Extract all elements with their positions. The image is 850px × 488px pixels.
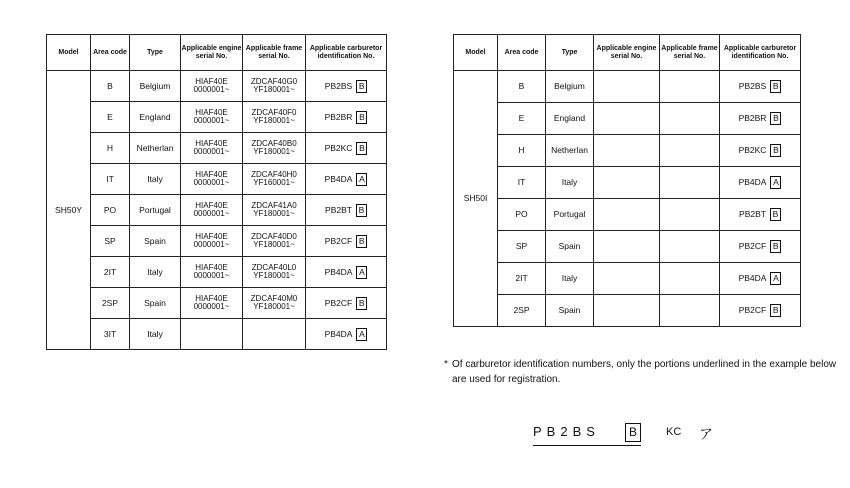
cell-area-code: IT — [498, 167, 546, 199]
cell-model: SH50I — [454, 71, 498, 327]
carburetor-box-letter: A — [770, 176, 781, 189]
registration-note — [444, 357, 844, 387]
cell-carburetor-id — [720, 71, 801, 103]
carburetor-box-letter: B — [356, 80, 367, 93]
table-row — [454, 103, 801, 135]
cell-area-code: H — [498, 135, 546, 167]
cell-carburetor-id — [720, 231, 801, 263]
cell-carburetor-id — [306, 319, 387, 350]
cell-frame-serial — [243, 319, 306, 350]
cell-type: Netherlan — [130, 133, 181, 164]
carburetor-box-letter: B — [770, 208, 781, 221]
cell-carburetor-id — [306, 71, 387, 102]
cell-type: Belgium — [130, 71, 181, 102]
carburetor-code: PB4DA — [324, 328, 353, 339]
note-text: Of carburetor identification numbers, only the portions underlined in the example below are used for registration. — [452, 359, 837, 385]
cell-frame-serial: ZDCAF40L0 YF180001~ — [243, 257, 306, 288]
cell-type: England — [546, 103, 594, 135]
table-row — [47, 226, 387, 257]
header-carburetor-id: Applicable carburetor identification No. — [720, 35, 801, 71]
cell-carburetor-id — [720, 167, 801, 199]
cell-type: Netherlan — [546, 135, 594, 167]
cell-model: SH50Y — [47, 71, 91, 350]
cell-area-code: PO — [498, 199, 546, 231]
cell-frame-serial — [660, 135, 720, 167]
cell-frame-serial — [660, 167, 720, 199]
table-row — [47, 71, 387, 102]
cell-type: Spain — [130, 226, 181, 257]
cell-type: Portugal — [130, 195, 181, 226]
header-frame-serial: Applicable frame serial No. — [660, 35, 720, 71]
cell-area-code: B — [91, 71, 130, 102]
carburetor-code: PB2KC — [738, 145, 767, 155]
carburetor-box-letter: B — [356, 204, 367, 217]
cell-carburetor-id — [720, 103, 801, 135]
table-row — [454, 263, 801, 295]
cell-frame-serial — [660, 103, 720, 135]
cell-frame-serial — [660, 71, 720, 103]
table-row — [47, 133, 387, 164]
carburetor-box-letter: B — [356, 111, 367, 124]
cell-area-code: 2IT — [91, 257, 130, 288]
carburetor-code: PB2CF — [324, 297, 353, 308]
table-row — [47, 195, 387, 226]
header-type: Type — [130, 35, 181, 71]
carburetor-code: PB4DA — [738, 177, 767, 187]
carburetor-code: PB2BR — [738, 113, 767, 123]
carburetor-code: PB2BT — [325, 204, 352, 215]
header-frame-serial: Applicable frame serial No. — [243, 35, 306, 71]
cell-carburetor-id — [720, 295, 801, 327]
header-model: Model — [47, 35, 91, 71]
table-header-row — [47, 35, 387, 71]
cell-engine-serial — [181, 319, 243, 350]
cell-area-code: SP — [498, 231, 546, 263]
header-model: Model — [454, 35, 498, 71]
cell-engine-serial — [594, 199, 660, 231]
carburetor-box-letter: B — [356, 235, 367, 248]
cell-carburetor-id — [720, 135, 801, 167]
cell-engine-serial — [594, 135, 660, 167]
carburetor-code: PB2BS — [738, 81, 767, 91]
table-row — [454, 71, 801, 103]
carburetor-code: PB2CF — [738, 305, 767, 315]
cell-carburetor-id — [306, 226, 387, 257]
cell-type: Italy — [130, 164, 181, 195]
carburetor-code: PB4DA — [324, 173, 353, 184]
table-row — [47, 257, 387, 288]
table-row — [454, 295, 801, 327]
carburetor-box-letter: B — [770, 112, 781, 125]
cell-type: Italy — [130, 257, 181, 288]
table-row — [454, 167, 801, 199]
carburetor-box-letter: B — [356, 297, 367, 310]
cell-frame-serial: ZDCAF40D0 YF180001~ — [243, 226, 306, 257]
cell-carburetor-id — [306, 195, 387, 226]
cell-area-code: 3IT — [91, 319, 130, 350]
carburetor-box-letter: A — [770, 272, 781, 285]
table-header-row — [454, 35, 801, 71]
table-row — [47, 319, 387, 350]
cell-frame-serial — [660, 231, 720, 263]
carburetor-code: PB2CF — [738, 241, 767, 251]
cell-frame-serial: ZDCAF40G0 YF180001~ — [243, 71, 306, 102]
table-row — [454, 199, 801, 231]
table-row — [47, 288, 387, 319]
cell-engine-serial — [594, 71, 660, 103]
cell-engine-serial: HIAF40E 0000001~ — [181, 288, 243, 319]
header-engine-serial: Applicable engine serial No. — [594, 35, 660, 71]
carburetor-box-letter: B — [770, 240, 781, 253]
header-carburetor-id: Applicable carburetor identification No. — [306, 35, 387, 71]
example-underline — [533, 445, 641, 446]
cell-engine-serial: HIAF40E 0000001~ — [181, 71, 243, 102]
carburetor-code: PB2CF — [324, 235, 353, 246]
carburetor-box-letter: B — [356, 142, 367, 155]
cell-frame-serial — [660, 263, 720, 295]
cell-frame-serial: ZDCAF40H0 YF160001~ — [243, 164, 306, 195]
cell-frame-serial: ZDCAF41A0 YF180001~ — [243, 195, 306, 226]
example-boxed-letter: B — [625, 423, 641, 442]
cell-type: England — [130, 102, 181, 133]
cell-area-code: 2IT — [498, 263, 546, 295]
carburetor-table-sh50i — [453, 34, 801, 327]
cell-frame-serial: ZDCAF40M0 YF180001~ — [243, 288, 306, 319]
cell-type: Belgium — [546, 71, 594, 103]
example-code: PB2BS — [533, 424, 600, 439]
cell-area-code: E — [498, 103, 546, 135]
cell-carburetor-id — [306, 102, 387, 133]
cell-engine-serial: HIAF40E 0000001~ — [181, 133, 243, 164]
cell-carburetor-id — [720, 263, 801, 295]
cell-engine-serial — [594, 295, 660, 327]
cell-engine-serial: HIAF40E 0000001~ — [181, 226, 243, 257]
cell-engine-serial — [594, 231, 660, 263]
cell-type: Spain — [546, 231, 594, 263]
cell-type: Portugal — [546, 199, 594, 231]
cell-carburetor-id — [306, 257, 387, 288]
table-row — [47, 164, 387, 195]
carburetor-box-letter: B — [770, 80, 781, 93]
carburetor-table-sh50y — [46, 34, 387, 350]
table-row — [454, 135, 801, 167]
carburetor-code: PB2BS — [324, 80, 353, 91]
cell-carburetor-id — [306, 164, 387, 195]
cell-area-code: 2SP — [498, 295, 546, 327]
table-row — [454, 231, 801, 263]
cell-type: Spain — [130, 288, 181, 319]
cell-engine-serial: HIAF40E 0000001~ — [181, 164, 243, 195]
header-engine-serial: Applicable engine serial No. — [181, 35, 243, 71]
cell-frame-serial — [660, 295, 720, 327]
carburetor-code: PB2BT — [739, 209, 766, 219]
cell-frame-serial — [660, 199, 720, 231]
cell-engine-serial: HIAF40E 0000001~ — [181, 102, 243, 133]
cell-type: Italy — [546, 263, 594, 295]
cell-area-code: B — [498, 71, 546, 103]
carburetor-box-letter: B — [770, 144, 781, 157]
cell-engine-serial: HIAF40E 0000001~ — [181, 195, 243, 226]
cell-area-code: IT — [91, 164, 130, 195]
cell-area-code: 2SP — [91, 288, 130, 319]
cell-area-code: H — [91, 133, 130, 164]
cell-type: Italy — [130, 319, 181, 350]
cell-engine-serial: HIAF40E 0000001~ — [181, 257, 243, 288]
cell-area-code: SP — [91, 226, 130, 257]
carburetor-box-letter: A — [356, 328, 367, 341]
cell-carburetor-id — [306, 133, 387, 164]
header-area-code: Area code — [498, 35, 546, 71]
asterisk: * — [444, 359, 448, 370]
cell-carburetor-id — [306, 288, 387, 319]
header-type: Type — [546, 35, 594, 71]
cell-engine-serial — [594, 263, 660, 295]
example-suffix: KC — [666, 426, 682, 438]
example-kana: ア — [699, 426, 713, 442]
carburetor-code: PB4DA — [324, 266, 353, 277]
table-row — [47, 102, 387, 133]
cell-type: Spain — [546, 295, 594, 327]
cell-frame-serial: ZDCAF40B0 YF180001~ — [243, 133, 306, 164]
carburetor-box-letter: B — [770, 304, 781, 317]
carburetor-code: PB2BR — [324, 111, 353, 122]
cell-area-code: PO — [91, 195, 130, 226]
carburetor-box-letter: A — [356, 266, 367, 279]
identification-example — [533, 424, 793, 448]
carburetor-code: PB4DA — [738, 273, 767, 283]
cell-carburetor-id — [720, 199, 801, 231]
cell-engine-serial — [594, 167, 660, 199]
carburetor-box-letter: A — [356, 173, 367, 186]
carburetor-code: PB2KC — [324, 142, 353, 153]
cell-type: Italy — [546, 167, 594, 199]
cell-area-code: E — [91, 102, 130, 133]
cell-frame-serial: ZDCAF40F0 YF180001~ — [243, 102, 306, 133]
header-area-code: Area code — [91, 35, 130, 71]
cell-engine-serial — [594, 103, 660, 135]
